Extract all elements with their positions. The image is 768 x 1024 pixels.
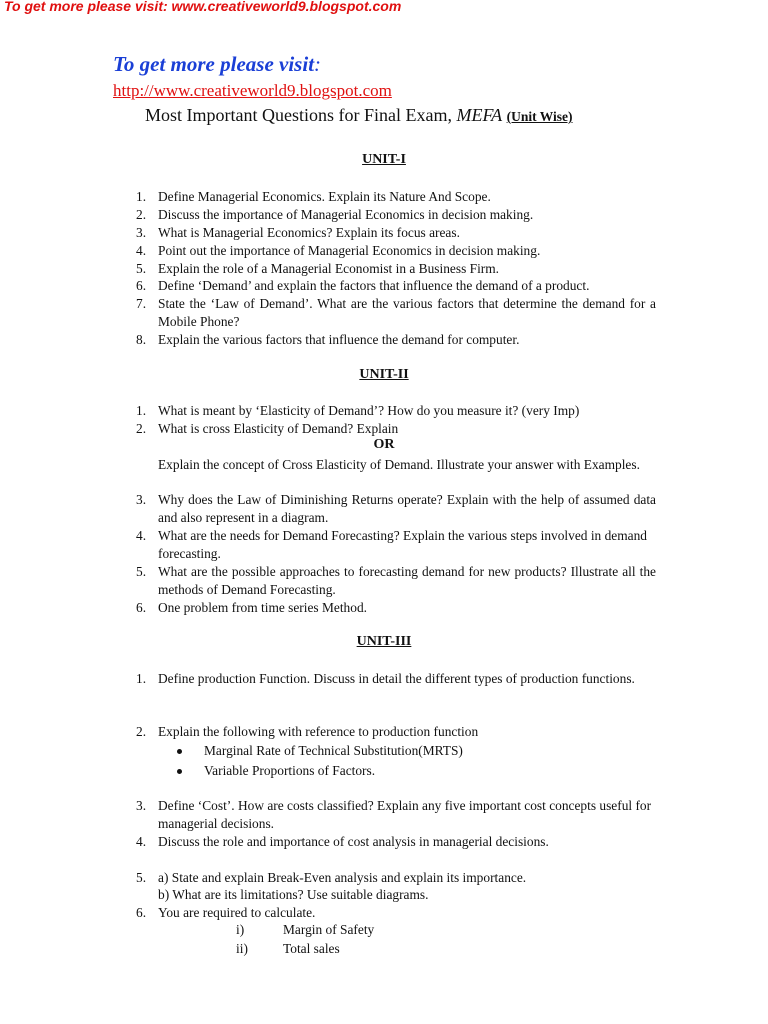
question-number: 6. xyxy=(136,600,147,615)
question-text: What are the needs for Demand Forecasting? Explain the various steps involved in demand forecasting. xyxy=(158,528,647,561)
question-text: State the ‘Law of Demand’. What are the various factors that determine the demand for a Mobile Phone? xyxy=(158,296,656,329)
question-text: Explain the following with reference to production function xyxy=(158,724,479,739)
question-number: 1. xyxy=(136,189,147,204)
question-text: Define Managerial Economics. Explain its Nature And Scope. xyxy=(158,189,491,204)
question-number: 7. xyxy=(136,296,147,311)
unit-3-heading: UNIT-III xyxy=(356,634,412,649)
top-banner: To get more please visit: www.creativeworld9.blogspot.com xyxy=(4,0,402,14)
question-number: 4. xyxy=(136,528,147,543)
or-separator: OR xyxy=(373,437,395,452)
title-subject: MEFA xyxy=(456,105,503,125)
visit-colon: : xyxy=(314,52,322,76)
sub-item-text: Total sales xyxy=(283,941,340,956)
question-number: 1. xyxy=(136,403,147,418)
unit-2-heading: UNIT-II xyxy=(359,367,409,382)
question-number: 5. xyxy=(136,564,147,579)
question-text: Discuss the role and importance of cost analysis in managerial decisions. xyxy=(158,834,549,849)
question-text: You are required to calculate. xyxy=(158,905,316,920)
question-number: 2. xyxy=(136,421,147,436)
question-number: 5. xyxy=(136,261,147,276)
question-text: Explain the various factors that influence the demand for computer. xyxy=(158,332,520,347)
question-number: 2. xyxy=(136,207,147,222)
visit-text: To get more please visit xyxy=(113,52,315,76)
question-number: 2. xyxy=(136,724,147,739)
question-number: 6. xyxy=(136,278,147,293)
question-text: One problem from time series Method. xyxy=(158,600,367,615)
unit-1-heading: UNIT-I xyxy=(362,152,406,167)
question-number: 3. xyxy=(136,798,147,813)
question-text: Why does the Law of Diminishing Returns operate? Explain with the help of assumed data and also represent in a diagram. xyxy=(158,492,656,525)
visit-heading xyxy=(113,52,321,77)
bullet-dot-icon xyxy=(177,769,182,774)
question-number: 1. xyxy=(136,671,147,686)
document-title xyxy=(145,105,573,126)
question-text: What are the possible approaches to forecasting demand for new products? Illustrate all the methods of Demand Forecasting. xyxy=(158,564,656,597)
bullet-text: Variable Proportions of Factors. xyxy=(204,763,376,778)
question-text: Point out the importance of Managerial Economics in decision making. xyxy=(158,243,541,258)
question-text: Define production Function. Discuss in detail the different types of production functions. xyxy=(158,671,635,686)
question-text: Explain the role of a Managerial Economist in a Business Firm. xyxy=(158,261,500,276)
question-number: 3. xyxy=(136,225,147,240)
sub-item-text: Margin of Safety xyxy=(283,922,375,937)
bullet-text: Marginal Rate of Technical Substitution(MRTS) xyxy=(204,743,463,758)
alternate-question-text: Explain the concept of Cross Elasticity of Demand. Illustrate your answer with Examples. xyxy=(158,457,640,472)
question-number: 6. xyxy=(136,905,147,920)
bullet-dot-icon xyxy=(177,749,182,754)
question-text: Define ‘Demand’ and explain the factors that influence the demand of a product. xyxy=(158,278,590,293)
question-number: 4. xyxy=(136,834,147,849)
sub-item-number: i) xyxy=(236,922,245,937)
question-text: What is cross Elasticity of Demand? Explain xyxy=(158,421,399,436)
sub-item-number: ii) xyxy=(236,941,248,956)
blog-link[interactable]: http://www.creativeworld9.blogspot.com xyxy=(113,81,392,100)
question-text: Define ‘Cost’. How are costs classified? Explain any five important cost concepts useful for managerial decisions. xyxy=(158,798,652,831)
question-number: 8. xyxy=(136,332,147,347)
question-5-part-b: b) What are its limitations? Use suitable diagrams. xyxy=(158,887,429,902)
question-number: 3. xyxy=(136,492,147,507)
title-main: Most Important Questions for Final Exam, xyxy=(145,105,457,125)
question-text: What is meant by ‘Elasticity of Demand’? How do you measure it? (very Imp) xyxy=(158,403,580,418)
question-text: a) State and explain Break-Even analysis and explain its importance. xyxy=(158,870,527,885)
question-number: 4. xyxy=(136,243,147,258)
question-number: 5. xyxy=(136,870,147,885)
question-text: What is Managerial Economics? Explain its focus areas. xyxy=(158,225,460,240)
question-text: Discuss the importance of Managerial Economics in decision making. xyxy=(158,207,534,222)
title-tag: (Unit Wise) xyxy=(506,109,573,124)
